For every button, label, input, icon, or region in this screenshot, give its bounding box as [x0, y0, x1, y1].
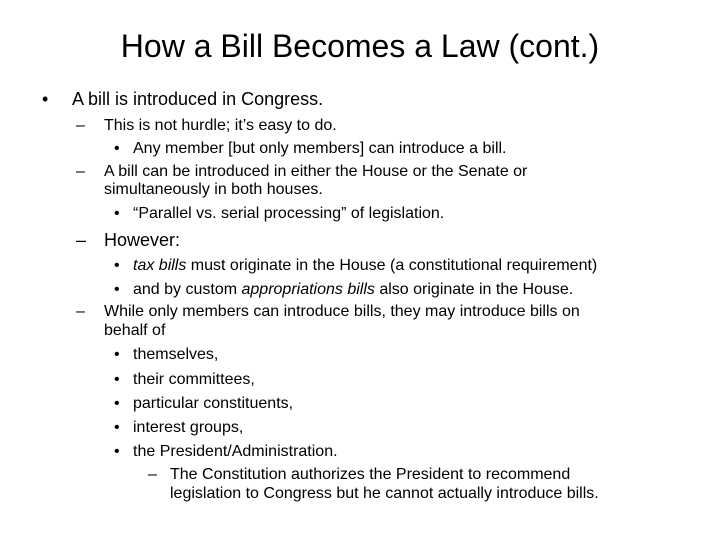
subitem-any-member: Any member [but only members] can introduce a bill.: [133, 140, 507, 157]
subitem-while-only-line2: behalf of: [104, 322, 166, 339]
slide-title: How a Bill Becomes a Law (cont.): [120, 28, 600, 64]
bullet-icon: •: [114, 257, 120, 274]
subitem-either-house-line2: simultaneously in both houses.: [104, 181, 323, 198]
subitem-constitution-line2: legislation to Congress but he cannot actually introduce bills.: [170, 485, 599, 502]
bullet-icon: •: [114, 346, 120, 363]
subitem-themselves: themselves,: [133, 346, 219, 363]
bullet-icon: •: [114, 395, 120, 412]
dash-icon: –: [76, 117, 85, 134]
subitem-constitution-line1: The Constitution authorizes the President to recommend: [170, 466, 571, 483]
subitem-president: the President/Administration.: [133, 443, 338, 460]
subitem-however: However:: [104, 230, 181, 250]
tax-bills-emphasis: tax bills: [133, 257, 187, 274]
bullet-intro: A bill is introduced in Congress.: [72, 89, 324, 109]
bullet-icon: •: [114, 140, 120, 157]
bullet-icon: •: [114, 443, 120, 460]
subitem-while-only-line1: While only members can introduce bills, they may introduce bills on: [104, 303, 580, 320]
dash-icon: –: [148, 466, 157, 483]
bullet-icon: •: [114, 205, 120, 222]
subitem-committees: their committees,: [133, 371, 255, 388]
subitem-either-house-line1: A bill can be introduced in either the House or the Senate or: [104, 163, 528, 180]
subitem-tax-bills: [133, 257, 597, 275]
custom-pre: and by custom: [133, 281, 242, 298]
appropriations-emphasis: appropriations bills: [241, 281, 375, 298]
subitem-constituents: particular constituents,: [133, 395, 294, 412]
bullet-icon: •: [114, 419, 120, 436]
subitem-interest-groups: interest groups,: [133, 419, 244, 436]
bullet-icon: •: [114, 281, 120, 298]
subitem-not-hurdle: This is not hurdle; it’s easy to do.: [104, 117, 337, 134]
subitem-parallel: “Parallel vs. serial processing” of legislation.: [133, 205, 445, 222]
bullet-icon: •: [42, 89, 49, 109]
dash-icon: –: [76, 303, 85, 320]
subitem-appropriations: [133, 281, 573, 299]
dash-icon: –: [76, 230, 87, 250]
bullet-icon: •: [114, 371, 120, 388]
dash-icon: –: [76, 163, 85, 180]
tax-bills-rest: must originate in the House (a constitutional requirement): [186, 257, 598, 274]
custom-post: also originate in the House.: [374, 281, 574, 298]
